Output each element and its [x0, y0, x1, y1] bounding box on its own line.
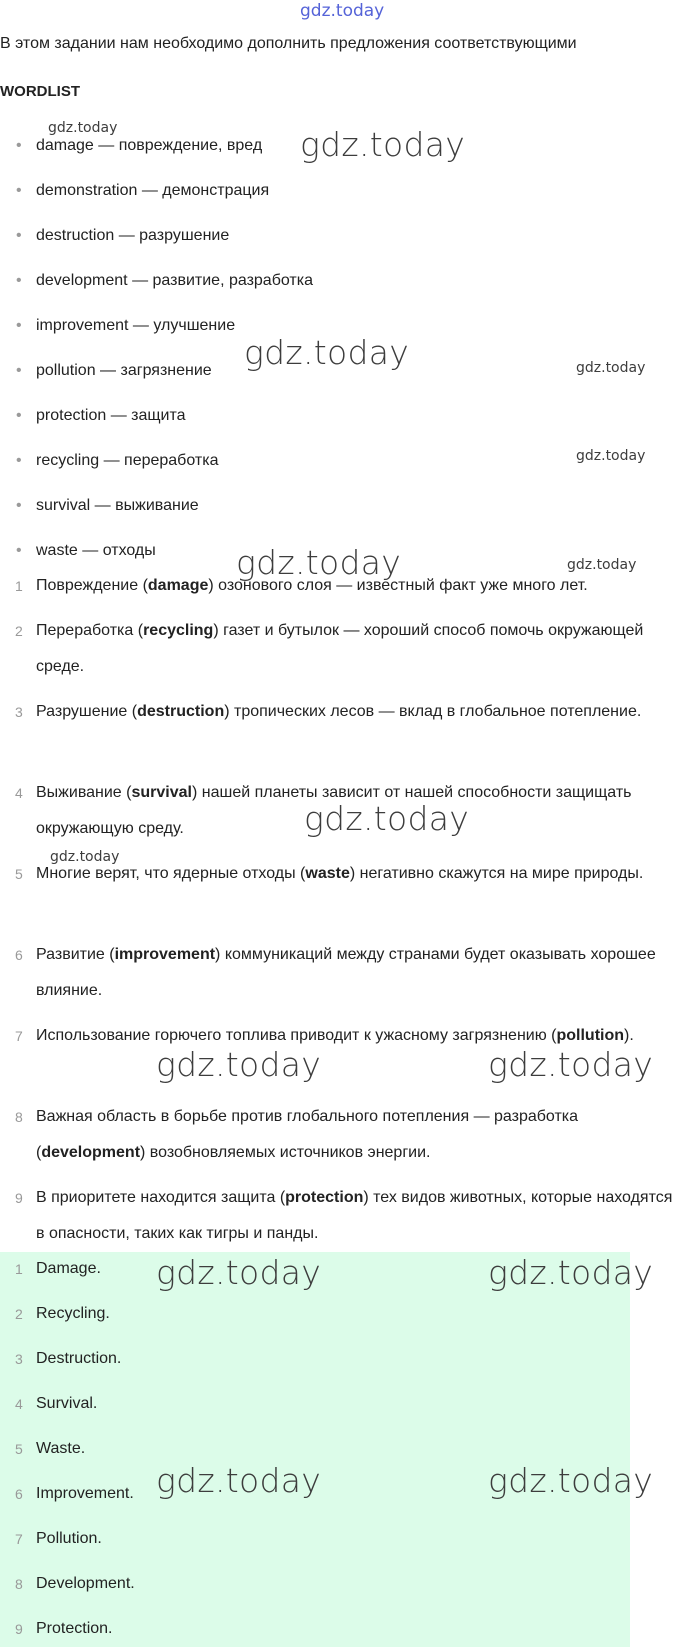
keyword: damage [147, 577, 209, 594]
sentence-number: 8 [15, 1109, 23, 1125]
sentence-text: Разрушение (destruction) тропических лесов — вклад в глобальное потепление. [36, 703, 642, 720]
watermark: gdz.today [156, 1253, 322, 1292]
sentence-item [0, 937, 680, 1009]
watermark: gdz.today [236, 543, 402, 582]
watermark: gdz.today [488, 1045, 654, 1084]
bullet-icon: • [16, 317, 22, 334]
watermark: gdz.today [244, 333, 410, 372]
answer-number: 9 [15, 1621, 23, 1637]
sentence-item [0, 613, 680, 685]
answer-number: 5 [15, 1441, 23, 1457]
watermark: gdz.today [300, 125, 466, 164]
wordlist-item-text: pollution — загрязнение [36, 362, 212, 379]
bullet-icon: • [16, 362, 22, 379]
sentence-text: Выживание (survival) нашей планеты зависит от нашей способности защищать окружающую среду. [36, 784, 632, 837]
sentence-number: 6 [15, 947, 23, 963]
watermark: gdz.today [576, 360, 646, 376]
watermark: gdz.today [576, 448, 646, 464]
answer-text: Pollution. [36, 1530, 102, 1547]
intro-text: В этом задании нам необходимо дополнить предложения соответствующими [0, 35, 577, 52]
keyword: recycling [143, 622, 214, 639]
keyword: protection [285, 1189, 364, 1206]
sentence-text: Важная область в борьбе против глобального потепления — разработка (development) возобновляемых источников энергии. [36, 1108, 579, 1161]
wordlist-item-text: recycling — переработка [36, 452, 219, 469]
sentence-item [0, 1099, 680, 1171]
sentence-number: 4 [15, 785, 23, 801]
sentence-number: 1 [15, 578, 23, 594]
sentence-number: 5 [15, 866, 23, 882]
answer-text: Destruction. [36, 1350, 122, 1367]
watermark: gdz.today [488, 1461, 654, 1500]
bullet-icon: • [16, 137, 22, 154]
sentence-text: Повреждение (damage) озонового слоя — известный факт уже много лет. [36, 577, 588, 594]
bullet-icon: • [16, 272, 22, 289]
watermark-top: gdz.today [300, 1, 385, 21]
answer-text: Damage. [36, 1260, 101, 1277]
answer-number: 2 [15, 1306, 23, 1322]
sentence-text: Переработка (recycling) газет и бутылок — хороший способ помочь окружающей среде. [36, 622, 644, 675]
watermark: gdz.today [50, 849, 120, 865]
wordlist-item-text: protection — защита [36, 407, 186, 424]
wordlist-title: WORDLIST [0, 83, 80, 100]
sentence-text: В приоритете находится защита (protection) тех видов животных, которые находятся в опасности, таких как тигры и панды. [36, 1189, 673, 1242]
watermark: gdz.today [567, 557, 637, 573]
answer-text: Protection. [36, 1620, 113, 1637]
answer-number: 3 [15, 1351, 23, 1367]
answer-number: 1 [15, 1261, 23, 1277]
bullet-icon: • [16, 452, 22, 469]
sentence-text: Многие верят, что ядерные отходы (waste) негативно скажутся на мире природы. [36, 865, 644, 882]
answer-text: Survival. [36, 1395, 98, 1412]
bullet-icon: • [16, 542, 22, 559]
bullet-icon: • [16, 182, 22, 199]
sentence-number: 3 [15, 704, 23, 720]
wordlist-item-text: destruction — разрушение [36, 227, 230, 244]
sentence-number: 7 [15, 1028, 23, 1044]
wordlist-item-text: survival — выживание [36, 497, 199, 514]
answer-text: Waste. [36, 1440, 86, 1457]
wordlist-item-text: demonstration — демонстрация [36, 182, 270, 199]
sentence-item [0, 1180, 680, 1252]
sentence-text: Использование горючего топлива приводит к ужасному загрязнению (pollution). [36, 1027, 634, 1044]
watermark: gdz.today [156, 1461, 322, 1500]
answer-number: 7 [15, 1531, 23, 1547]
answer-text: Development. [36, 1575, 135, 1592]
answer-number: 8 [15, 1576, 23, 1592]
sentence-text: Развитие (improvement) коммуникаций между странами будет оказывать хорошее влияние. [36, 946, 656, 999]
keyword: waste [305, 865, 350, 882]
watermark: gdz.today [304, 799, 470, 838]
keyword: improvement [114, 946, 216, 963]
sentence-number: 9 [15, 1190, 23, 1206]
sentence-item [0, 694, 680, 730]
answer-number: 6 [15, 1486, 23, 1502]
bullet-icon: • [16, 497, 22, 514]
wordlist-item-text: waste — отходы [36, 542, 156, 559]
watermark: gdz.today [156, 1045, 322, 1084]
wordlist-item-text: damage — повреждение, вред [36, 137, 263, 154]
watermark: gdz.today [48, 120, 118, 136]
wordlist-item-text: development — развитие, разработка [36, 272, 313, 289]
answer-text: Recycling. [36, 1305, 110, 1322]
bullet-icon: • [16, 407, 22, 424]
keyword: destruction [137, 703, 225, 720]
answer-text: Improvement. [36, 1485, 134, 1502]
watermark: gdz.today [488, 1253, 654, 1292]
keyword: development [41, 1144, 141, 1161]
answer-number: 4 [15, 1396, 23, 1412]
sentence-number: 2 [15, 623, 23, 639]
bullet-icon: • [16, 227, 22, 244]
keyword: survival [131, 784, 192, 801]
keyword: pollution [556, 1027, 625, 1044]
wordlist-item-text: improvement — улучшение [36, 317, 236, 334]
